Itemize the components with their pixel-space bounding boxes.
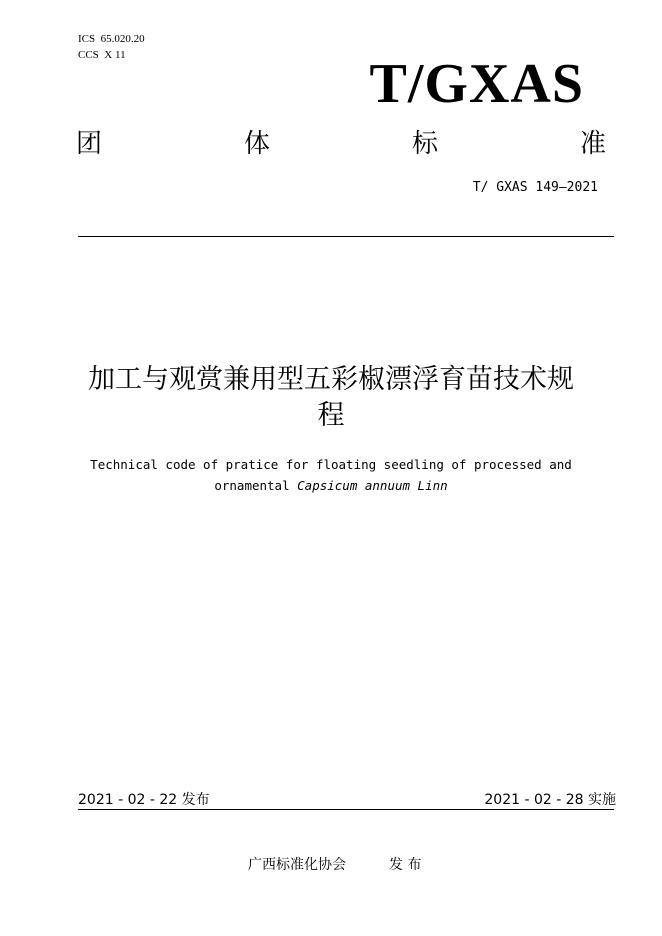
ics-code: ICS 65.020.20 (78, 33, 145, 45)
standard-type-char: 标 (411, 129, 438, 159)
title-en-line-1: Technical code of pratice for floating seedling of processed and (90, 457, 572, 472)
title-en-scientific-name: Capsicum annuum Linn (297, 478, 448, 493)
title-cn-line-1: 加工与观赏兼用型五彩椒漂浮育苗技术规 (88, 364, 574, 395)
title-en-line-2 (60, 476, 602, 496)
issue-date: 2021 - 02 - 22 发布 (78, 792, 210, 808)
ccs-code: CCS X 11 (78, 49, 126, 61)
standard-logo: T/GXAS (369, 53, 584, 115)
implement-date: 2021 - 02 - 28 实施 (484, 792, 616, 808)
standard-type-char: 体 (243, 129, 270, 159)
standard-type (76, 128, 606, 162)
publisher-action: 发 布 (389, 857, 422, 873)
standard-type-char: 准 (579, 129, 606, 159)
standard-number: T/ GXAS 149—2021 (472, 180, 598, 195)
footer-divider (78, 809, 614, 810)
title-en-plain: ornamental (214, 478, 298, 493)
title-cn-line-2: 程 (317, 400, 345, 431)
header-divider (78, 236, 614, 237)
standard-type-char: 团 (76, 129, 103, 159)
publisher-org: 广西标准化协会 (248, 857, 346, 873)
